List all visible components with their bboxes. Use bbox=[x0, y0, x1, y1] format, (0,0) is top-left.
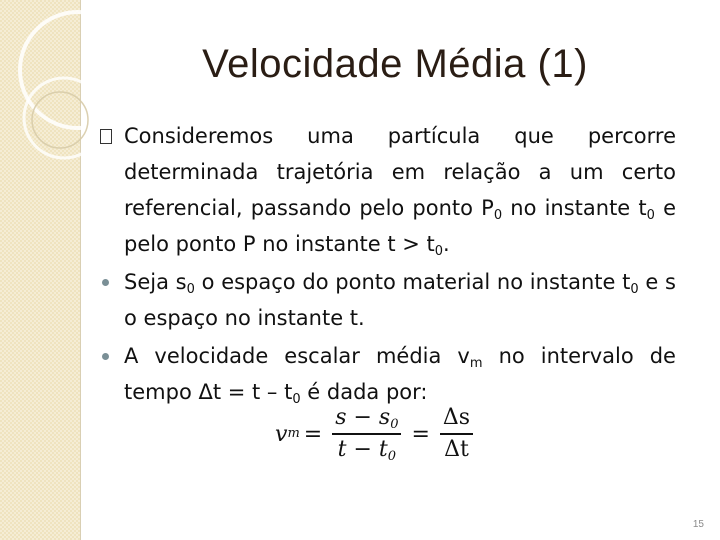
bullet-text: é dada por: bbox=[300, 380, 428, 404]
fraction-denominator bbox=[335, 435, 399, 465]
bullet-item-2 bbox=[102, 264, 676, 336]
bullet-text: e s o espaço no instante t. bbox=[124, 270, 676, 330]
formula-lhs: v bbox=[275, 421, 288, 447]
subscript: m bbox=[469, 356, 483, 371]
bullet-text: no intervalo de tempo Δt = t – t bbox=[124, 344, 676, 404]
fraction-numerator bbox=[332, 403, 401, 433]
average-velocity-formula: v m = $\frac{s - s_0}{t - t_0}$ = $\frac{\Delta s}{\Delta t}$ bbox=[275, 398, 479, 470]
subscript: 0 bbox=[434, 244, 444, 259]
subscript: 0 bbox=[630, 282, 639, 297]
bullet-text: Seja s bbox=[124, 270, 187, 294]
bullet-dot-icon bbox=[102, 353, 109, 360]
subscript: 0 bbox=[292, 392, 301, 407]
page-number: 15 bbox=[692, 519, 704, 530]
numerator-subscript: 0 bbox=[390, 417, 399, 433]
bullet-text: o espaço do ponto material no instante t bbox=[194, 270, 631, 294]
equals-sign: = bbox=[411, 421, 430, 447]
numerator-text: s − s bbox=[335, 405, 391, 431]
fraction-denominator: Δt bbox=[444, 436, 469, 462]
denominator-text: t − t bbox=[337, 436, 388, 462]
bullet-dot-icon bbox=[102, 279, 109, 286]
bullet-list bbox=[102, 118, 676, 412]
subscript: 0 bbox=[186, 282, 195, 297]
bullet-text: . bbox=[443, 232, 450, 256]
denominator-subscript: 0 bbox=[387, 448, 397, 464]
bullet-item-1 bbox=[102, 118, 676, 262]
slide-title: Velocidade Média (1) bbox=[202, 42, 588, 86]
bullet-text: Consideremos uma partícula que percorre determinada trajetória em relação a um certo referencial, passando pelo ponto P bbox=[124, 124, 676, 220]
subscript: 0 bbox=[646, 208, 655, 223]
bullet-text: no instante t bbox=[502, 196, 647, 220]
fraction-displacement-over-time bbox=[332, 403, 401, 465]
missing-glyph-icon bbox=[100, 129, 112, 144]
fraction-numerator: Δs bbox=[442, 405, 471, 431]
equals-sign: = bbox=[303, 421, 323, 447]
fraction-delta bbox=[440, 403, 473, 465]
bullet-text: A velocidade escalar média v bbox=[124, 344, 470, 368]
bullet-text: e pelo ponto P no instante t > t bbox=[124, 196, 676, 256]
subscript: 0 bbox=[493, 208, 503, 223]
